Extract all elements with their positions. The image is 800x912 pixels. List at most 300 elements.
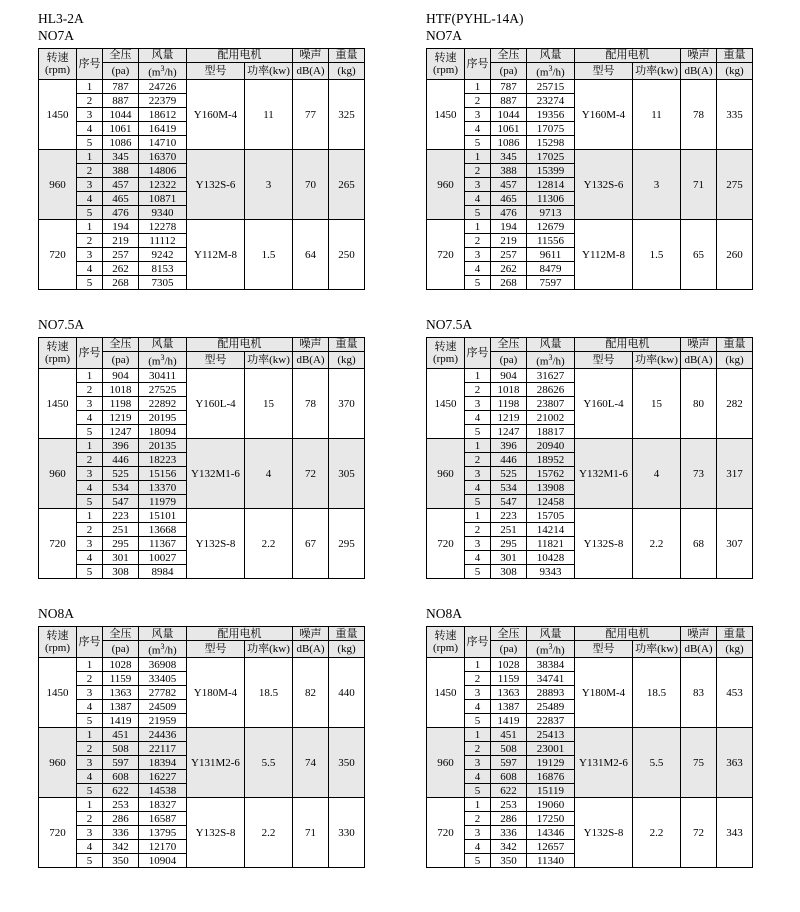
cell-flow: 25413 <box>527 728 575 742</box>
cell-motor-type: Y132S-6 <box>187 150 245 220</box>
cell-noise: 65 <box>681 220 717 290</box>
cell-pressure: 219 <box>491 234 527 248</box>
cell-rpm: 720 <box>39 509 77 579</box>
cell-pressure: 262 <box>103 262 139 276</box>
spec-table <box>38 626 365 868</box>
header-pressure: 全压 <box>103 49 139 63</box>
cell-noise: 73 <box>681 439 717 509</box>
cell-pressure: 1387 <box>103 700 139 714</box>
cell-index: 2 <box>77 234 103 248</box>
header-motor-power: 功率(kw) <box>633 63 681 80</box>
cell-pressure: 388 <box>103 164 139 178</box>
header-pressure-unit: (pa) <box>491 352 527 369</box>
cell-flow: 15298 <box>527 136 575 150</box>
cell-index: 1 <box>77 439 103 453</box>
cell-index: 1 <box>465 439 491 453</box>
cell-pressure: 253 <box>103 798 139 812</box>
cell-index: 4 <box>465 262 491 276</box>
cell-flow: 19356 <box>527 108 575 122</box>
cell-weight: 260 <box>717 220 753 290</box>
cell-index: 1 <box>77 220 103 234</box>
header-weight-unit: (kg) <box>329 63 365 80</box>
cell-index: 2 <box>77 742 103 756</box>
cell-flow: 15705 <box>527 509 575 523</box>
header-flow: 风量 <box>139 627 187 641</box>
cell-flow: 16587 <box>139 812 187 826</box>
cell-pressure: 223 <box>491 509 527 523</box>
cell-weight: 317 <box>717 439 753 509</box>
cell-noise: 82 <box>293 658 329 728</box>
cell-pressure: 1044 <box>103 108 139 122</box>
cell-rpm: 720 <box>427 798 465 868</box>
cell-flow: 17250 <box>527 812 575 826</box>
cell-index: 2 <box>465 742 491 756</box>
cell-flow: 24509 <box>139 700 187 714</box>
cell-index: 4 <box>465 700 491 714</box>
cell-flow: 30411 <box>139 369 187 383</box>
cell-index: 2 <box>465 164 491 178</box>
cell-index: 3 <box>465 826 491 840</box>
cell-flow: 14538 <box>139 784 187 798</box>
cell-motor-power: 3 <box>633 150 681 220</box>
cell-pressure: 451 <box>491 728 527 742</box>
cell-index: 4 <box>77 840 103 854</box>
cell-weight: 330 <box>329 798 365 868</box>
cell-flow: 11340 <box>527 854 575 868</box>
cell-index: 2 <box>77 383 103 397</box>
cell-index: 4 <box>77 411 103 425</box>
cell-index: 4 <box>77 122 103 136</box>
cell-flow: 24726 <box>139 80 187 94</box>
cell-flow: 10871 <box>139 192 187 206</box>
header-noise-unit: dB(A) <box>293 63 329 80</box>
section-subtitle: NO8A <box>426 606 462 622</box>
header-pressure: 全压 <box>491 49 527 63</box>
cell-index: 1 <box>77 798 103 812</box>
cell-index: 3 <box>465 248 491 262</box>
header-motor-power: 功率(kw) <box>245 63 293 80</box>
cell-index: 1 <box>465 80 491 94</box>
cell-pressure: 257 <box>491 248 527 262</box>
cell-flow: 15119 <box>527 784 575 798</box>
cell-flow: 18094 <box>139 425 187 439</box>
cell-flow: 15156 <box>139 467 187 481</box>
cell-index: 5 <box>77 425 103 439</box>
section-subtitle: NO7A <box>426 28 462 43</box>
cell-flow: 7305 <box>139 276 187 290</box>
cell-flow: 9343 <box>527 565 575 579</box>
cell-index: 5 <box>465 784 491 798</box>
table-header-row <box>39 49 365 63</box>
cell-flow: 17075 <box>527 122 575 136</box>
header-pressure: 全压 <box>491 338 527 352</box>
cell-pressure: 286 <box>103 812 139 826</box>
header-flow-unit: $(m^3/h)$ <box>527 641 575 658</box>
cell-noise: 77 <box>293 80 329 150</box>
cell-flow: 9340 <box>139 206 187 220</box>
cell-pressure: 194 <box>103 220 139 234</box>
cell-pressure: 396 <box>491 439 527 453</box>
cell-index: 4 <box>77 770 103 784</box>
cell-weight: 265 <box>329 150 365 220</box>
section-spacer <box>38 290 400 316</box>
header-rpm: 转速 (rpm) <box>39 627 77 658</box>
header-noise: 噪声 <box>681 627 717 641</box>
section-subtitle: NO8A <box>38 606 74 622</box>
cell-flow: 9242 <box>139 248 187 262</box>
header-noise-unit: dB(A) <box>293 641 329 658</box>
cell-index: 1 <box>77 80 103 94</box>
cell-index: 2 <box>465 453 491 467</box>
cell-pressure: 608 <box>491 770 527 784</box>
header-motor-power: 功率(kw) <box>245 641 293 658</box>
cell-pressure: 396 <box>103 439 139 453</box>
header-flow: 风量 <box>139 338 187 352</box>
header-weight: 重量 <box>329 49 365 63</box>
cell-flow: 11367 <box>139 537 187 551</box>
cell-weight: 363 <box>717 728 753 798</box>
cell-pressure: 476 <box>103 206 139 220</box>
cell-motor-power: 5.5 <box>245 728 293 798</box>
cell-pressure: 1159 <box>103 672 139 686</box>
cell-flow: 15399 <box>527 164 575 178</box>
cell-flow: 33405 <box>139 672 187 686</box>
cell-index: 3 <box>77 178 103 192</box>
table-row <box>39 728 365 742</box>
cell-pressure: 336 <box>491 826 527 840</box>
cell-motor-type: Y112M-8 <box>187 220 245 290</box>
cell-index: 3 <box>465 686 491 700</box>
cell-rpm: 720 <box>427 220 465 290</box>
cell-weight: 325 <box>329 80 365 150</box>
cell-pressure: 1419 <box>491 714 527 728</box>
header-motor-power: 功率(kw) <box>633 641 681 658</box>
cell-motor-type: Y160L-4 <box>575 369 633 439</box>
header-noise: 噪声 <box>681 338 717 352</box>
cell-flow: 22117 <box>139 742 187 756</box>
cell-flow: 11556 <box>527 234 575 248</box>
header-index: 序号 <box>465 338 491 369</box>
cell-flow: 28893 <box>527 686 575 700</box>
header-weight-unit: (kg) <box>717 641 753 658</box>
header-rpm: 转速 (rpm) <box>427 338 465 369</box>
cell-weight: 335 <box>717 80 753 150</box>
cell-pressure: 465 <box>103 192 139 206</box>
cell-index: 2 <box>77 812 103 826</box>
cell-index: 5 <box>77 714 103 728</box>
column-left <box>0 10 400 868</box>
cell-pressure: 904 <box>491 369 527 383</box>
cell-rpm: 960 <box>427 728 465 798</box>
cell-index: 4 <box>465 551 491 565</box>
cell-noise: 78 <box>293 369 329 439</box>
header-rpm: 转速 (rpm) <box>427 49 465 80</box>
cell-pressure: 446 <box>491 453 527 467</box>
cell-rpm: 720 <box>39 798 77 868</box>
cell-noise: 68 <box>681 509 717 579</box>
cell-flow: 13668 <box>139 523 187 537</box>
header-motor: 配用电机 <box>187 627 293 641</box>
cell-motor-power: 4 <box>245 439 293 509</box>
cell-index: 1 <box>465 369 491 383</box>
header-index: 序号 <box>465 627 491 658</box>
cell-noise: 67 <box>293 509 329 579</box>
cell-pressure: 268 <box>491 276 527 290</box>
cell-flow: 11821 <box>527 537 575 551</box>
cell-flow: 20940 <box>527 439 575 453</box>
cell-weight: 370 <box>329 369 365 439</box>
header-motor-type: 型号 <box>187 63 245 80</box>
cell-motor-power: 15 <box>633 369 681 439</box>
cell-noise: 71 <box>293 798 329 868</box>
cell-pressure: 534 <box>103 481 139 495</box>
cell-index: 5 <box>77 136 103 150</box>
cell-index: 1 <box>465 798 491 812</box>
cell-motor-power: 1.5 <box>633 220 681 290</box>
cell-motor-power: 4 <box>633 439 681 509</box>
cell-index: 3 <box>77 108 103 122</box>
cell-pressure: 295 <box>491 537 527 551</box>
header-index: 序号 <box>77 49 103 80</box>
cell-pressure: 251 <box>103 523 139 537</box>
cell-index: 3 <box>465 756 491 770</box>
cell-motor-type: Y132M1-6 <box>187 439 245 509</box>
table-row <box>39 80 365 94</box>
cell-pressure: 1028 <box>491 658 527 672</box>
header-noise: 噪声 <box>681 49 717 63</box>
header-weight: 重量 <box>717 338 753 352</box>
section-subtitle: NO7.5A <box>426 317 473 333</box>
cell-pressure: 308 <box>103 565 139 579</box>
cell-flow: 24436 <box>139 728 187 742</box>
cell-pressure: 1018 <box>103 383 139 397</box>
cell-pressure: 525 <box>103 467 139 481</box>
cell-noise: 70 <box>293 150 329 220</box>
cell-rpm: 720 <box>427 509 465 579</box>
cell-flow: 19060 <box>527 798 575 812</box>
cell-pressure: 268 <box>103 276 139 290</box>
header-pressure-unit: (pa) <box>491 63 527 80</box>
header-flow-unit: $(m^3/h)$ <box>139 63 187 80</box>
cell-rpm: 960 <box>39 439 77 509</box>
cell-rpm: 720 <box>39 220 77 290</box>
cell-pressure: 350 <box>103 854 139 868</box>
cell-index: 3 <box>77 826 103 840</box>
cell-motor-power: 18.5 <box>633 658 681 728</box>
cell-index: 5 <box>465 854 491 868</box>
cell-motor-power: 2.2 <box>633 509 681 579</box>
cell-motor-power: 11 <box>245 80 293 150</box>
cell-index: 5 <box>77 565 103 579</box>
cell-flow: 22379 <box>139 94 187 108</box>
cell-noise: 74 <box>293 728 329 798</box>
cell-pressure: 1044 <box>491 108 527 122</box>
cell-index: 4 <box>465 840 491 854</box>
cell-index: 1 <box>465 150 491 164</box>
cell-flow: 8153 <box>139 262 187 276</box>
cell-pressure: 301 <box>491 551 527 565</box>
table-row <box>39 220 365 234</box>
cell-index: 5 <box>77 495 103 509</box>
cell-index: 4 <box>465 192 491 206</box>
cell-index: 2 <box>77 672 103 686</box>
cell-pressure: 508 <box>491 742 527 756</box>
cell-flow: 18223 <box>139 453 187 467</box>
model-title: HL3-2A <box>38 11 84 26</box>
cell-flow: 31627 <box>527 369 575 383</box>
table-header-row <box>39 338 365 352</box>
cell-pressure: 887 <box>103 94 139 108</box>
cell-weight: 250 <box>329 220 365 290</box>
cell-index: 1 <box>77 150 103 164</box>
header-motor-type: 型号 <box>187 352 245 369</box>
cell-flow: 18394 <box>139 756 187 770</box>
header-rpm: 转速 (rpm) <box>39 49 77 80</box>
cell-pressure: 1219 <box>491 411 527 425</box>
cell-flow: 12657 <box>527 840 575 854</box>
cell-pressure: 1086 <box>491 136 527 150</box>
cell-pressure: 622 <box>103 784 139 798</box>
table-header-row <box>427 49 753 63</box>
cell-motor-power: 15 <box>245 369 293 439</box>
cell-index: 2 <box>77 164 103 178</box>
spec-table <box>426 626 753 868</box>
header-noise: 噪声 <box>293 338 329 352</box>
cell-flow: 38384 <box>527 658 575 672</box>
cell-flow: 22837 <box>527 714 575 728</box>
header-pressure-unit: (pa) <box>103 352 139 369</box>
table-row <box>427 798 753 812</box>
cell-pressure: 1061 <box>491 122 527 136</box>
cell-flow: 27525 <box>139 383 187 397</box>
header-noise-unit: dB(A) <box>681 63 717 80</box>
cell-pressure: 547 <box>491 495 527 509</box>
header-noise: 噪声 <box>293 627 329 641</box>
cell-pressure: 508 <box>103 742 139 756</box>
cell-motor-power: 2.2 <box>245 509 293 579</box>
header-motor: 配用电机 <box>575 338 681 352</box>
header-pressure: 全压 <box>103 627 139 641</box>
cell-rpm: 960 <box>427 150 465 220</box>
header-noise: 噪声 <box>293 49 329 63</box>
cell-rpm: 1450 <box>427 80 465 150</box>
cell-flow: 18612 <box>139 108 187 122</box>
cell-index: 3 <box>465 108 491 122</box>
cell-flow: 11112 <box>139 234 187 248</box>
cell-flow: 9713 <box>527 206 575 220</box>
cell-index: 5 <box>77 276 103 290</box>
cell-index: 1 <box>465 728 491 742</box>
table-row <box>427 728 753 742</box>
cell-flow: 9611 <box>527 248 575 262</box>
cell-flow: 8984 <box>139 565 187 579</box>
cell-pressure: 887 <box>491 94 527 108</box>
cell-pressure: 465 <box>491 192 527 206</box>
table-row <box>427 80 753 94</box>
header-motor-type: 型号 <box>575 63 633 80</box>
cell-pressure: 1419 <box>103 714 139 728</box>
header-motor-type: 型号 <box>575 352 633 369</box>
cell-flow: 13908 <box>527 481 575 495</box>
cell-pressure: 1159 <box>491 672 527 686</box>
cell-flow: 25489 <box>527 700 575 714</box>
header-weight-unit: (kg) <box>717 352 753 369</box>
cell-flow: 25715 <box>527 80 575 94</box>
cell-motor-type: Y132S-6 <box>575 150 633 220</box>
section-subtitle: NO7.5A <box>38 317 85 333</box>
cell-index: 4 <box>465 122 491 136</box>
header-weight: 重量 <box>717 49 753 63</box>
cell-flow: 16370 <box>139 150 187 164</box>
cell-flow: 23274 <box>527 94 575 108</box>
cell-flow: 10904 <box>139 854 187 868</box>
column-right <box>400 10 800 868</box>
cell-flow: 21959 <box>139 714 187 728</box>
cell-pressure: 904 <box>103 369 139 383</box>
header-pressure: 全压 <box>491 627 527 641</box>
cell-rpm: 960 <box>39 150 77 220</box>
cell-motor-type: Y132S-8 <box>187 798 245 868</box>
cell-index: 3 <box>77 537 103 551</box>
cell-motor-power: 18.5 <box>245 658 293 728</box>
header-noise-unit: dB(A) <box>681 352 717 369</box>
cell-index: 1 <box>77 728 103 742</box>
cell-flow: 10027 <box>139 551 187 565</box>
cell-pressure: 1198 <box>103 397 139 411</box>
cell-pressure: 345 <box>491 150 527 164</box>
cell-pressure: 597 <box>103 756 139 770</box>
header-pressure-unit: (pa) <box>103 63 139 80</box>
table-row <box>39 798 365 812</box>
table-header-row <box>427 338 753 352</box>
spec-table <box>38 337 365 579</box>
cell-flow: 34741 <box>527 672 575 686</box>
cell-index: 2 <box>465 812 491 826</box>
cell-index: 3 <box>465 178 491 192</box>
cell-pressure: 525 <box>491 467 527 481</box>
cell-noise: 64 <box>293 220 329 290</box>
header-motor-type: 型号 <box>575 641 633 658</box>
cell-index: 1 <box>77 658 103 672</box>
cell-flow: 12170 <box>139 840 187 854</box>
cell-noise: 78 <box>681 80 717 150</box>
table-row <box>427 150 753 164</box>
cell-index: 3 <box>465 537 491 551</box>
cell-noise: 83 <box>681 658 717 728</box>
cell-index: 4 <box>77 551 103 565</box>
cell-weight: 343 <box>717 798 753 868</box>
header-weight: 重量 <box>329 338 365 352</box>
cell-index: 2 <box>77 94 103 108</box>
cell-index: 3 <box>465 397 491 411</box>
cell-motor-type: Y160M-4 <box>187 80 245 150</box>
cell-pressure: 350 <box>491 854 527 868</box>
header-noise-unit: dB(A) <box>293 352 329 369</box>
cell-flow: 7597 <box>527 276 575 290</box>
cell-index: 4 <box>77 192 103 206</box>
cell-flow: 23001 <box>527 742 575 756</box>
table-row <box>427 658 753 672</box>
header-index: 序号 <box>465 49 491 80</box>
cell-index: 2 <box>465 383 491 397</box>
cell-flow: 14214 <box>527 523 575 537</box>
cell-motor-power: 2.2 <box>633 798 681 868</box>
cell-index: 3 <box>77 686 103 700</box>
table-header-row <box>427 627 753 641</box>
column-container <box>0 10 800 868</box>
header-flow-unit: $(m^3/h)$ <box>139 641 187 658</box>
cell-flow: 10428 <box>527 551 575 565</box>
